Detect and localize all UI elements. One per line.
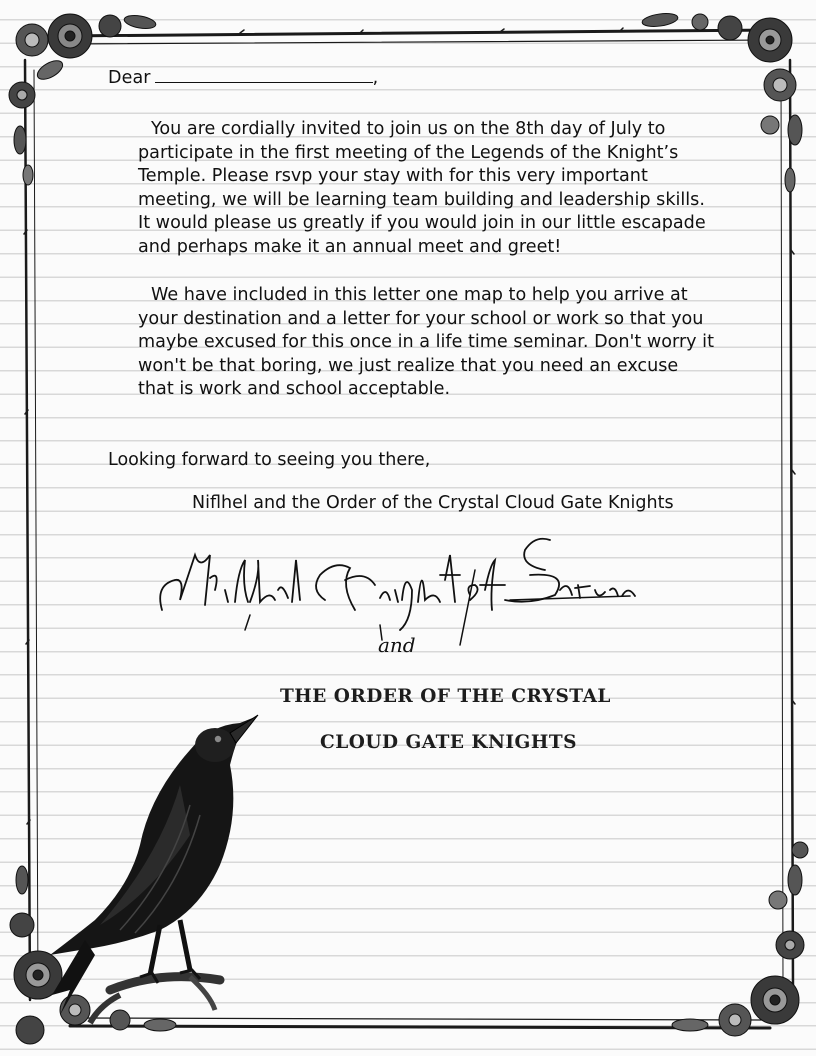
- handwritten-signature: [150, 530, 650, 660]
- salutation-word: Dear: [108, 68, 151, 88]
- salutation-comma: ,: [372, 68, 379, 88]
- recipient-blank: [155, 68, 373, 83]
- salutation: [108, 68, 378, 88]
- signature-and: and: [378, 633, 416, 657]
- order-title-line-1: THE ORDER OF THE CRYSTAL: [280, 686, 611, 707]
- closing-line: Looking forward to seeing you there,: [108, 450, 431, 470]
- crow-illustration: [40, 705, 270, 1035]
- paragraph-invitation: You are cordially invited to join us on the 8th day of July to participate in the first meeting of the Legends of the Knight’s Temple. Please rsvp your stay with for this very important meeting, we will be learning team building and leadership skills. It would please us greatly if you would join in our little escapade and perhaps make it an annual meet and greet!: [138, 119, 706, 257]
- order-title-line-2: CLOUD GATE KNIGHTS: [320, 732, 577, 753]
- paragraph-enclosures: We have included in this letter one map to help you arrive at your destination and a letter for your school or work so that you maybe excused for this once in a life time seminar. Don't worry it won't be that boring, we just realize that you need an excuse that is work and school acceptable.: [138, 285, 714, 399]
- signed-by: Niflhel and the Order of the Crystal Cloud Gate Knights: [192, 493, 674, 513]
